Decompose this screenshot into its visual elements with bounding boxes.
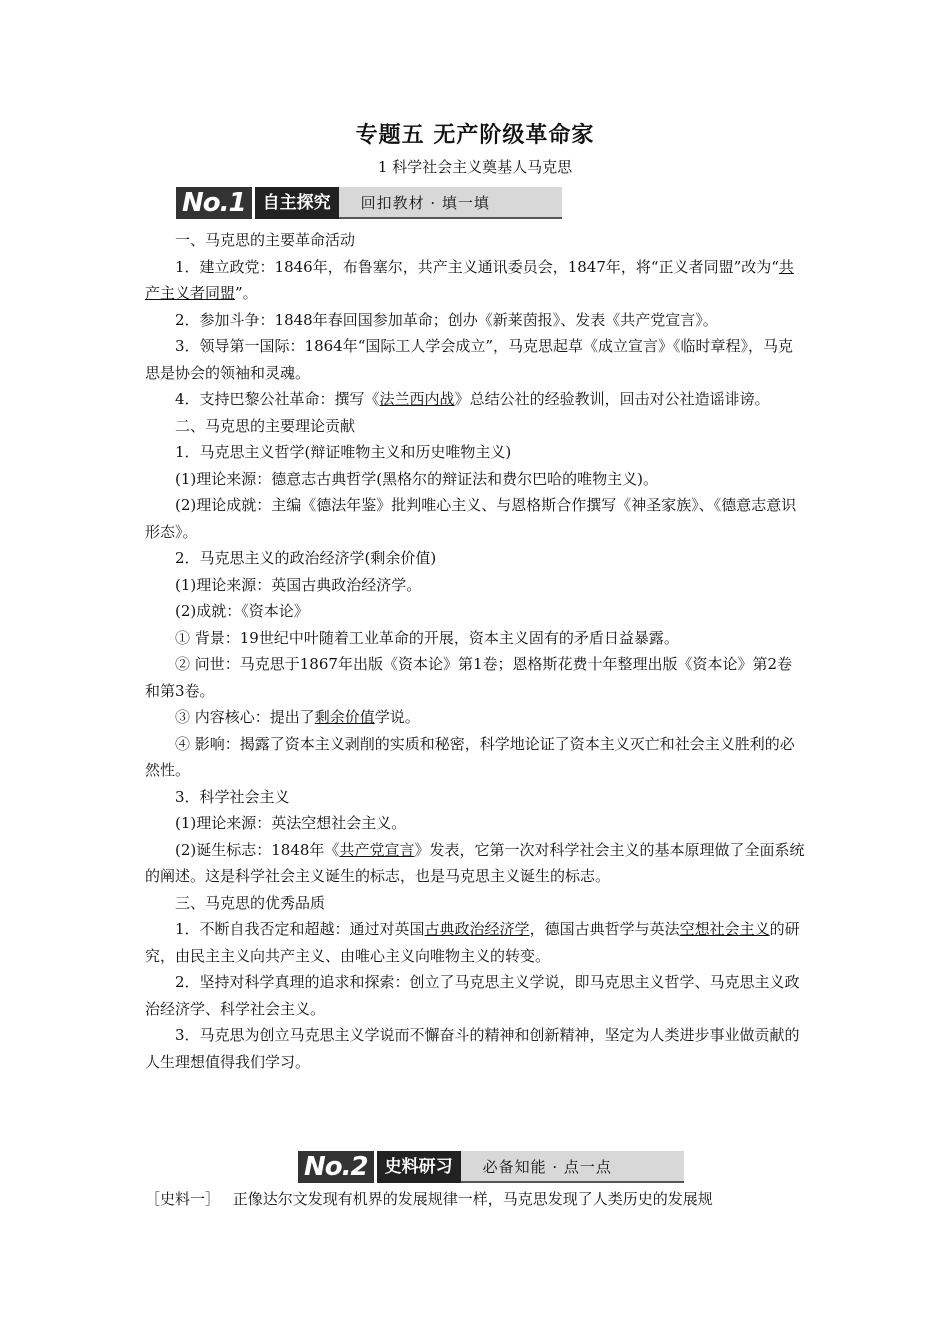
paragraph: (2)理论成就：主编《德法年鉴》批判唯心主义、与恩格斯合作撰写《神圣家族》、《德意志意识形态》。	[145, 496, 797, 541]
paragraph: ③ 内容核心：提出了剩余价值学说。	[175, 708, 420, 726]
underlined-term: 法兰西内战	[379, 390, 455, 408]
section-banner-2	[298, 1151, 684, 1183]
paragraph: 4．支持巴黎公社革命：撰写《法兰西内战》总结公社的经验教训，回击对公社造谣诽谤。	[175, 390, 770, 408]
banner-number: No.2	[298, 1151, 374, 1183]
section-heading: 二、马克思的主要理论贡献	[175, 416, 356, 435]
underlined-term: 剩余价值	[314, 708, 375, 726]
underlined-term: 空想社会主义	[679, 920, 770, 938]
paragraph: 1．马克思主义哲学(辩证唯物主义和历史唯物主义)	[175, 443, 512, 461]
main-content	[145, 227, 805, 1075]
paragraph: ② 问世：马克思于1867年出版《资本论》第1卷；恩格斯花费十年整理出版《资本论》第2卷和第3卷。	[145, 655, 793, 700]
paragraph: 3．领导第一国际：1864年“国际工人学会成立”，马克思起草《成立宣言》《临时章程》，马克思是协会的领袖和灵魂。	[145, 337, 794, 382]
paragraph: ① 背景：19世纪中叶随着工业革命的开展，资本主义固有的矛盾日益暴露。	[175, 628, 679, 647]
section-banner-1	[176, 187, 562, 219]
underlined-term: 古典政治经济学	[424, 920, 530, 938]
paragraph: ④ 影响：揭露了资本主义剥削的实质和秘密，科学地论证了资本主义灭亡和社会主义胜利的必然性。	[145, 734, 795, 779]
source-label: ［史料一］	[145, 1190, 221, 1208]
section-heading: 三、马克思的优秀品质	[175, 893, 326, 912]
paragraph: (2)成就：《资本论》	[175, 602, 309, 620]
paragraph: 2．参加斗争：1848年春回国参加革命；创办《新莱茵报》、发表《共产党宣言》。	[175, 310, 718, 329]
underlined-term: 共产党宣言	[339, 840, 415, 859]
underlined-term: 共产主义者同盟	[145, 257, 794, 302]
paragraph: 1．不断自我否定和超越：通过对英国古典政治经济学，德国古典哲学与英法空想社会主义的研究，由民主主义向共产主义、由唯心主义向唯物主义的转变。	[145, 920, 800, 965]
banner-name: 自主探究	[252, 187, 339, 219]
paragraph: (1)理论来源：英法空想社会主义。	[175, 814, 407, 832]
paragraph: (1)理论来源：德意志古典哲学(黑格尔的辩证法和费尔巴哈的唯物主义)。	[175, 469, 658, 488]
page-title: 专题五 无产阶级革命家	[355, 122, 595, 148]
paragraph: 3．科学社会主义	[175, 787, 290, 806]
banner-tag: 回扣教材 · 填一填	[339, 187, 562, 219]
banner-tag: 必备知能 · 点一点	[461, 1151, 684, 1183]
paragraph: 2．坚持对科学真理的追求和探索：创立了马克思主义学说，即马克思主义哲学、马克思主义政治经济学、科学社会主义。	[145, 973, 800, 1018]
paragraph: 3．马克思为创立马克思主义学说而不懈奋斗的精神和创新精神，坚定为人类进步事业做贡献的人生理想值得我们学习。	[145, 1026, 800, 1071]
paragraph: 1．建立政党：1846年，布鲁塞尔，共产主义通讯委员会，1847年，将“正义者同盟”改为“共产主义者同盟”。	[145, 257, 794, 302]
section-heading: 一、马克思的主要革命活动	[175, 231, 356, 249]
paragraph: 2．马克思主义的政治经济学(剩余价值)	[175, 549, 437, 567]
source-material	[145, 1186, 805, 1212]
source-text: 正像达尔文发现有机界的发展规律一样，马克思发现了人类历史的发展规	[232, 1190, 713, 1208]
banner-name: 史料研习	[374, 1151, 461, 1183]
paragraph: (1)理论来源：英国古典政治经济学。	[175, 575, 422, 594]
banner-number: No.1	[176, 187, 252, 219]
lesson-subtitle: 1 科学社会主义奠基人马克思	[377, 158, 573, 176]
paragraph: (2)诞生标志：1848年《共产党宣言》发表，它第一次对科学社会主义的基本原理做了全面系统的阐述。这是科学社会主义诞生的标志，也是马克思主义诞生的标志。	[145, 840, 805, 885]
